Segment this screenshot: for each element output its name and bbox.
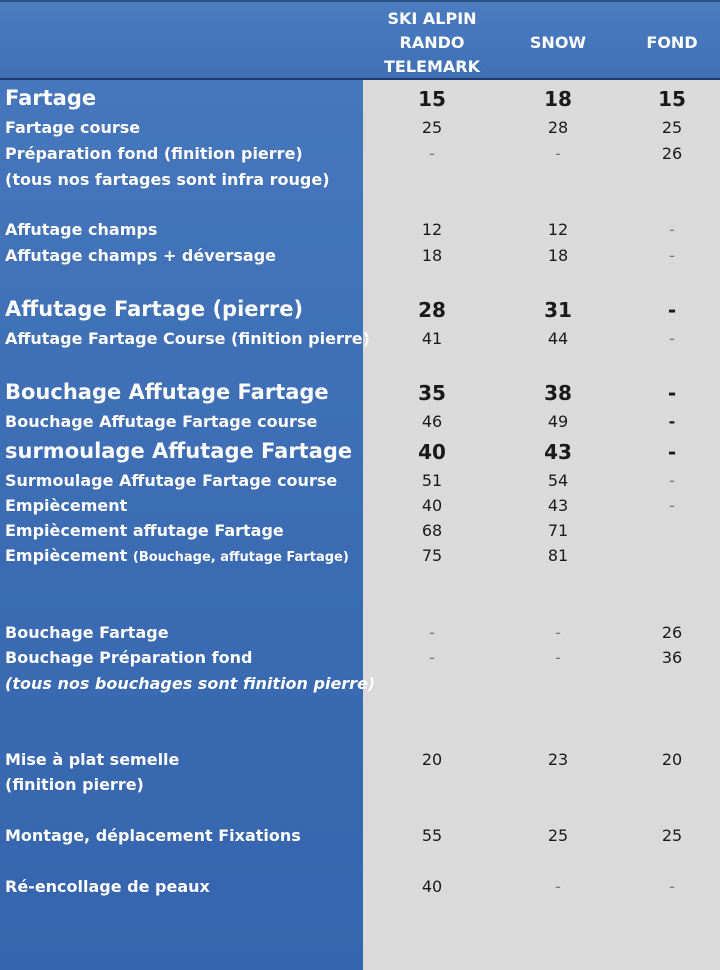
row-label: Surmoulage Affutage Fartage course [5,471,338,490]
row-label: Bouchage Affutage Fartage [5,380,329,404]
header-snow: SNOW [529,33,587,52]
row-label: Affutage Fartage (pierre) [5,297,304,321]
price-snow: 18 [547,246,569,265]
row-note: (tous nos fartages sont infra rouge) [5,170,330,189]
price-ski-alpin: 75 [421,546,443,565]
price-snow: 49 [547,412,569,431]
price-snow: 54 [547,471,569,490]
price-fond: - [669,246,675,265]
price-ski-alpin: 55 [421,826,443,845]
price-fond: - [669,220,675,239]
row-label-note: (Bouchage, affutage Fartage) [132,550,349,565]
price-ski-alpin: 68 [421,521,443,540]
price-ski-alpin: - [429,648,435,667]
price-snow: - [555,144,561,163]
price-ski-alpin: 28 [418,298,446,322]
price-ski-alpin: 15 [418,87,446,111]
price-ski-alpin: - [429,144,435,163]
price-ski-alpin: 12 [421,220,443,239]
price-snow: 18 [544,87,572,111]
price-ski-alpin: 25 [421,118,443,137]
price-fond: - [669,471,675,490]
price-ski-alpin: 46 [421,412,443,431]
price-fond: 15 [658,87,686,111]
price-ski-alpin: - [429,623,435,642]
header-ski-alpin [380,7,484,79]
price-snow: 81 [547,546,569,565]
price-snow: 25 [547,826,569,845]
price-snow: 43 [544,440,572,464]
row-label-group [5,546,349,565]
price-ski-alpin: 20 [421,750,443,769]
price-fond: - [669,329,675,348]
row-label: Empiècement [5,496,128,515]
header-ski-alpin-line3: TELEMARK [384,57,480,76]
row-note: (tous nos bouchages sont finition pierre) [5,674,376,693]
price-ski-alpin: 40 [421,877,443,896]
row-label: Bouchage Préparation fond [5,648,253,667]
price-fond: - [669,496,675,515]
price-ski-alpin: 40 [418,440,446,464]
row-label: Empiècement [5,546,128,565]
price-snow: 44 [547,329,569,348]
price-ski-alpin: 35 [418,381,446,405]
row-label: Fartage [5,86,97,110]
price-snow: 38 [544,381,572,405]
row-label: Affutage Fartage Course (finition pierre) [5,329,370,348]
price-ski-alpin: 41 [421,329,443,348]
price-snow: 43 [547,496,569,515]
price-snow: - [555,877,561,896]
price-fond: 25 [661,118,683,137]
price-snow: 23 [547,750,569,769]
price-snow: - [555,623,561,642]
price-snow: 31 [544,298,572,322]
price-ski-alpin: 18 [421,246,443,265]
price-snow: 28 [547,118,569,137]
price-ski-alpin: 51 [421,471,443,490]
price-fond: 25 [661,826,683,845]
price-fond: - [667,298,677,322]
price-fond: 36 [661,648,683,667]
row-label: Montage, déplacement Fixations [5,826,301,845]
row-label: Fartage course [5,118,141,137]
price-fond: - [667,440,677,464]
table-header [0,0,720,80]
row-label: Ré-encollage de peaux [5,877,210,896]
price-snow: - [555,648,561,667]
price-fond: 20 [661,750,683,769]
price-snow: 71 [547,521,569,540]
price-ski-alpin: 40 [421,496,443,515]
price-fond: 26 [661,623,683,642]
row-label: Préparation fond (finition pierre) [5,144,303,163]
price-fond: - [667,381,677,405]
header-ski-alpin-line2: RANDO [399,33,465,52]
price-fond: - [668,412,676,431]
price-fond: - [669,877,675,896]
header-ski-alpin-line1: SKI ALPIN [387,9,477,28]
row-label: Bouchage Affutage Fartage course [5,412,318,431]
row-label: Mise à plat semelle [5,750,180,769]
row-label: Empiècement affutage Fartage [5,521,284,540]
row-label: Bouchage Fartage [5,623,169,642]
price-fond: 26 [661,144,683,163]
row-label: surmoulage Affutage Fartage [5,439,353,463]
price-snow: 12 [547,220,569,239]
header-fond: FOND [646,33,698,52]
row-note: (finition pierre) [5,775,144,794]
row-label: Affutage champs + déversage [5,246,277,265]
row-label: Affutage champs [5,220,158,239]
